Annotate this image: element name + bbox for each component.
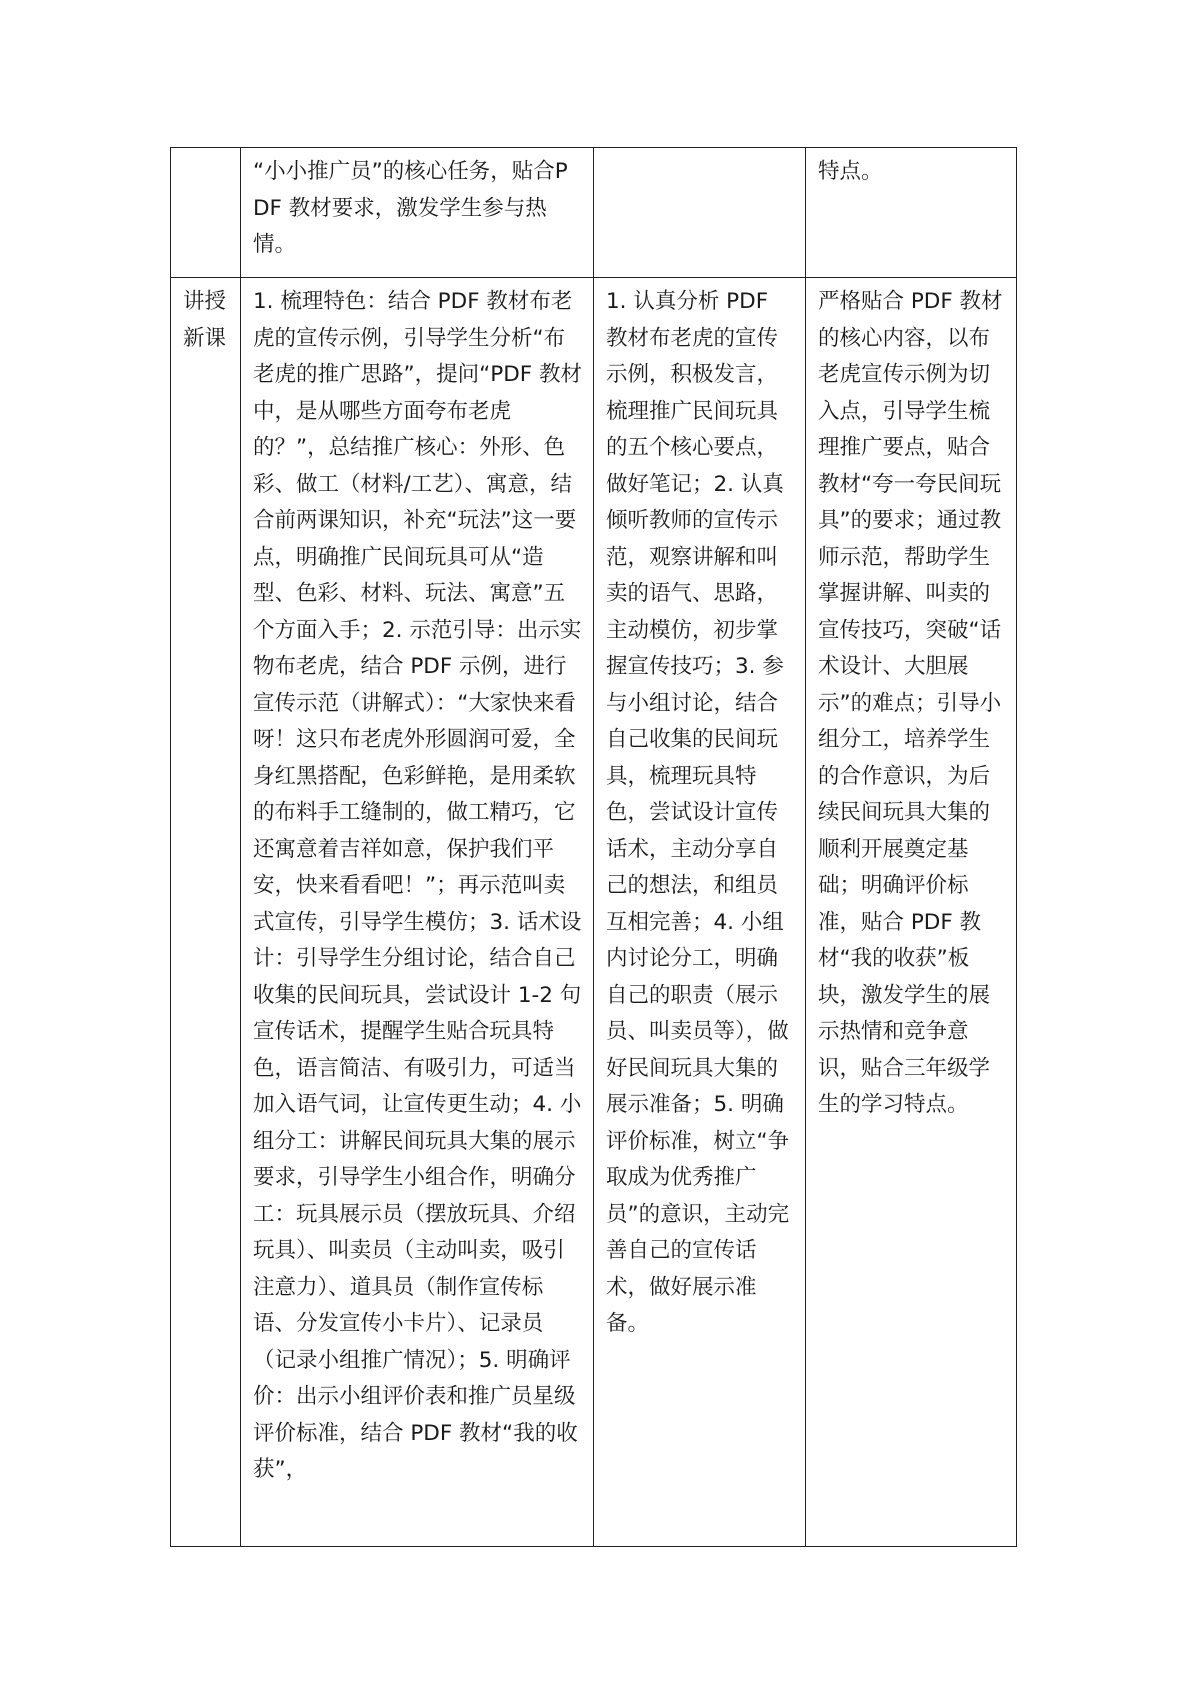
teacher-activity-cell xyxy=(241,148,594,278)
table-row-new-lesson xyxy=(171,278,1017,1547)
student-activity-text: 1. 认真分析 PDF 教材布老虎的宣传示例，积极发言，梳理推广民间玩具的五个核心要点，做好笔记；2. 认真倾听教师的宣传示范，观察讲解和叫卖的语气、思路，主动模仿，初步掌握宣传技巧；3. 参与小组讨论，结合自己收集的民间玩具，梳理玩具特色，尝试设计宣传话术，主动分享自己的想法，和组员互相完善；4. 小组内讨论分工，明确自己的职责（展示员、叫卖员等），做好民间玩具大集的展示准备；5. 明确评价标准，树立“争取成为优秀推广员”的意识，主动完善自己的宣传话术，做好展示准备。 xyxy=(606,289,790,1336)
stage-text: 讲授新课 xyxy=(183,289,227,351)
design-intent-text: 特点。 xyxy=(818,159,883,184)
student-activity-cell xyxy=(594,278,806,1547)
design-intent-cell xyxy=(806,148,1017,278)
teacher-activity-cell xyxy=(241,278,594,1547)
stage-cell xyxy=(171,278,241,1547)
design-intent-text: 严格贴合 PDF 教材的核心内容，以布老虎宣传示例为切入点，引导学生梳理推广要点，贴合教材“夸一夸民间玩具”的要求；通过教师示范，帮助学生掌握讲解、叫卖的宣传技巧，突破“话术设计、大胆展示”的难点；引导小组分工，培养学生的合作意识，为后续民间玩具大集的顺利开展奠定基础；明确评价标准，贴合 PDF 教材“我的收获”板块，激发学生的展示热情和竞争意识，贴合三年级学生的学习特点。 xyxy=(818,289,1003,1117)
lesson-plan-table xyxy=(170,147,1017,1547)
student-activity-cell xyxy=(594,148,806,278)
design-intent-cell xyxy=(806,278,1017,1547)
teacher-activity-text: “小小推广员”的核心任务，贴合PDF 教材要求，激发学生参与热情。 xyxy=(253,159,568,257)
teacher-activity-text: 1. 梳理特色：结合 PDF 教材布老虎的宣传示例，引导学生分析“布老虎的推广思路”，提问“PDF 教材中，是从哪些方面夸布老虎的？”，总结推广核心：外形、色彩、做工（材料/工艺）、寓意，结合前两课知识，补充“玩法”这一要点，明确推广民间玩具可从“造型、色彩、材料、玩法、寓意”五个方面入手；2. 示范引导：出示实物布老虎，结合 PDF 示例，进行宣传示范（讲解式）：“大家快来看呀！这只布老虎外形圆润可爱，全身红黑搭配，色彩鲜艳，是用柔软的布料手工缝制的，做工精巧，它还寓意着吉祥如意，保护我们平安，快来看看吧！”；再示范叫卖式宣传，引导学生模仿；3. 话术设计：引导学生分组讨论，结合自己收集的民间玩具，尝试设计 1-2 句宣传话术，提醒学生贴合玩具特色，语言简洁、有吸引力，可适当加入语气词，让宣传更生动；4. 小组分工：讲解民间玩具大集的展示要求，引导学生小组合作，明确分工：玩具展示员（摆放玩具、介绍玩具）、叫卖员（主动叫卖，吸引注意力）、道具员（制作宣传标语、分发宣传小卡片）、记录员（记录小组推广情况）；5. 明确评价：出示小组评价表和推广员星级评价标准，结合 PDF 教材“我的收获”， xyxy=(253,289,582,1482)
stage-cell xyxy=(171,148,241,278)
table-row-continued xyxy=(171,148,1017,278)
